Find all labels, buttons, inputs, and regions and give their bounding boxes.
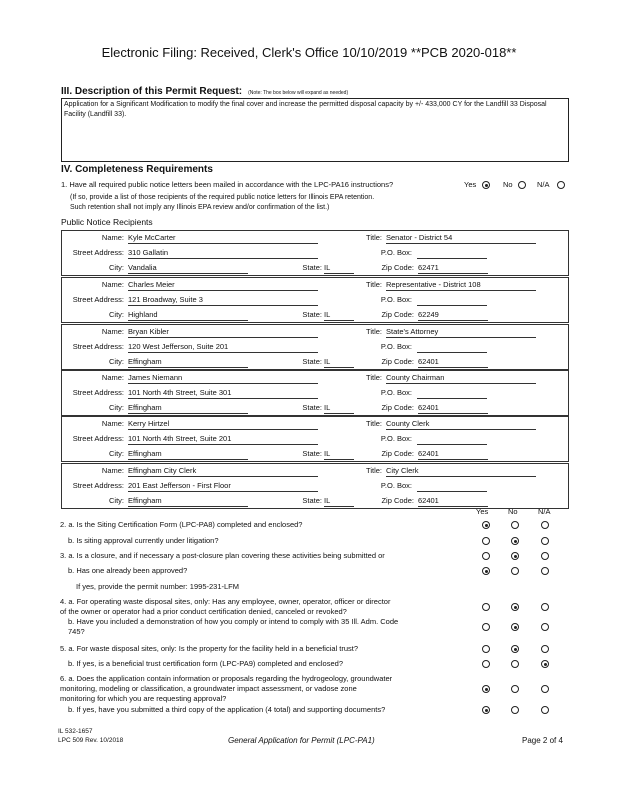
name-label: Name: [101,419,124,428]
col-no: No [508,507,518,516]
answer-yes-radio[interactable] [482,623,490,631]
recipients-title: Public Notice Recipients [61,217,153,227]
question-text: 2. a. Is the Siting Certification Form (LPC-PA8) completed and enclosed? [60,520,303,529]
section-iii-note: (Note: The box below will expand as needed) [248,90,349,96]
city-label: City: [109,310,124,319]
zip-label: Zip Code: [381,403,414,412]
zip-field[interactable]: 62401 [418,403,488,414]
street-field[interactable]: 101 North 4th Street, Suite 201 [128,434,318,445]
name-field[interactable]: Bryan Kibler [128,327,318,338]
page-number: Page 2 of 4 [522,736,563,745]
state-label: State: [302,403,322,412]
answer-yes-radio[interactable] [482,521,490,529]
pobox-label: P.O. Box: [380,434,412,443]
col-na: N/A [538,507,551,516]
name-label: Name: [101,233,124,242]
recipient-block [61,230,569,276]
question-text: b. If yes, have you submitted a third copy of the application (4 total) and supporting documents? [68,705,386,714]
answer-na-radio[interactable] [541,645,549,653]
answer-yes-radio[interactable] [482,645,490,653]
name-field[interactable]: Kyle McCarter [128,233,318,244]
recipient-block [61,277,569,323]
title-field[interactable]: Representative - District 108 [386,280,536,291]
form-code: IL 532-1657 [58,728,93,735]
q1-no-radio[interactable] [518,181,526,189]
question-text: 4. a. For operating waste disposal sites, only: Has any employee, owner, operator, officer or director [60,597,391,606]
answer-no-radio[interactable] [511,623,519,631]
street-label: Street Address: [72,342,124,351]
state-label: State: [302,310,322,319]
pobox-label: P.O. Box: [380,342,412,351]
recipient-block [61,416,569,462]
recipient-block [61,324,569,370]
title-label: Title: [366,327,382,336]
street-label: Street Address: [72,295,124,304]
name-field[interactable]: Kerry Hirtzel [128,419,318,430]
title-label: Title: [366,466,382,475]
street-label: Street Address: [72,481,124,490]
title-field[interactable]: City Clerk [386,466,536,477]
city-field[interactable]: Effingham [128,449,248,460]
state-field[interactable]: IL [324,310,354,321]
answer-yes-radio[interactable] [482,567,490,575]
answer-no-radio[interactable] [511,603,519,611]
q1-yes-radio[interactable] [482,181,490,189]
city-label: City: [109,263,124,272]
col-yes: Yes [476,507,489,516]
name-field[interactable]: Charles Meier [128,280,318,291]
answer-na-radio[interactable] [541,660,549,668]
name-label: Name: [101,327,124,336]
pobox-field[interactable] [417,295,487,306]
answer-no-radio[interactable] [511,660,519,668]
q1-option-na-label: N/A [537,180,550,189]
zip-label: Zip Code: [381,357,414,366]
street-field[interactable]: 201 East Jefferson - First Floor [128,481,318,492]
pobox-field[interactable] [417,342,487,353]
zip-field[interactable]: 62249 [418,310,488,321]
title-field[interactable]: County Chairman [386,373,536,384]
street-field[interactable]: 120 West Jefferson, Suite 201 [128,342,318,353]
title-field[interactable]: County Clerk [386,419,536,430]
city-field[interactable]: Effingham [128,357,248,368]
state-label: State: [302,357,322,366]
title-field[interactable]: State's Attorney [386,327,536,338]
city-label: City: [109,403,124,412]
city-field[interactable]: Effingham [128,403,248,414]
state-field[interactable]: IL [324,496,354,507]
answer-yes-radio[interactable] [482,552,490,560]
state-field[interactable]: IL [324,449,354,460]
city-label: City: [109,449,124,458]
name-field[interactable]: James Niemann [128,373,318,384]
title-label: Title: [366,280,382,289]
q1-option-no-label: No [503,180,513,189]
answer-yes-radio[interactable] [482,603,490,611]
pobox-label: P.O. Box: [380,295,412,304]
city-label: City: [109,357,124,366]
street-label: Street Address: [72,434,124,443]
question-text-cont: monitoring, modeling or classification, a groundwater impact assessment, or vadose zone [60,684,357,693]
answer-no-radio[interactable] [511,552,519,560]
question-text: b. If yes, is a beneficial trust certification form (LPC-PA9) completed and enclosed? [68,659,343,668]
city-field[interactable]: Vandalia [128,263,248,274]
answer-yes-radio[interactable] [482,685,490,693]
answer-yes-radio[interactable] [482,660,490,668]
zip-field[interactable]: 62401 [418,496,488,507]
pobox-label: P.O. Box: [380,248,412,257]
zip-label: Zip Code: [381,496,414,505]
section-iv-title: IV. Completeness Requirements [61,164,213,175]
state-label: State: [302,449,322,458]
q1-option-yes-label: Yes [464,180,477,189]
question-text-cont: 745? [68,627,85,636]
state-field[interactable]: IL [324,263,354,274]
pobox-field[interactable] [417,434,487,445]
question-text: b. Have you included a demonstration of how you comply or intend to comply with 35 Ill. Adm. Code [68,617,399,626]
filing-stamp-header: Electronic Filing: Received, Clerk's Office 10/10/2019 **PCB 2020-018** [101,45,517,60]
zip-label: Zip Code: [381,449,414,458]
answer-no-radio[interactable] [511,521,519,529]
answer-yes-radio[interactable] [482,537,490,545]
name-label: Name: [101,280,124,289]
q1-note-line2: Such retention shall not imply any Illinois EPA review and/or confirmation of the list.) [70,204,330,211]
description-text: Application for a Significant Modification to modify the final cover and increase the permitted disposal capacity by +/- 433,000 CY for the Landfill 33 Disposal Facility (Landfill 33). [64,101,547,118]
zip-field[interactable]: 62471 [418,263,488,274]
pobox-label: P.O. Box: [380,388,412,397]
description-box[interactable] [61,98,569,162]
question-text-cont: of the owner or operator had a prior conduct certification denied, canceled or revoked? [60,607,347,616]
title-field[interactable]: Senator - District 54 [386,233,536,244]
zip-field[interactable]: 62401 [418,357,488,368]
pobox-field[interactable] [417,388,487,399]
section-iii-title: III. Description of this Permit Request: [61,86,243,97]
recipient-block [61,370,569,416]
question-text: If yes, provide the permit number: 1995-231-LFM [76,582,239,591]
answer-no-radio[interactable] [511,706,519,714]
answer-na-radio[interactable] [541,706,549,714]
answer-no-radio[interactable] [511,645,519,653]
q1-note-line1: (If so, provide a list of those recipients of the required public notice letters for Illinois EPA retention. [70,194,375,201]
answer-na-radio[interactable] [541,567,549,575]
name-label: Name: [101,373,124,382]
footer-form-title: General Application for Permit (LPC-PA1) [228,736,375,745]
answer-na-radio[interactable] [541,603,549,611]
street-field[interactable]: 310 Gallatin [128,248,318,259]
recipient-block [61,463,569,509]
question-text: 6. a. Does the application contain information or proposals regarding the hydrogeology, groundwater [60,674,393,683]
answer-no-radio[interactable] [511,537,519,545]
city-field[interactable]: Highland [128,310,248,321]
answer-na-radio[interactable] [541,521,549,529]
state-field[interactable]: IL [324,357,354,368]
city-field[interactable]: Effingham [128,496,248,507]
street-label: Street Address: [72,388,124,397]
question-1-text: 1. Have all required public notice letters been mailed in accordance with the LPC-PA16 instructions? [61,180,394,189]
street-field[interactable]: 121 Broadway, Suite 3 [128,295,318,306]
name-label: Name: [101,466,124,475]
section-iii-heading [61,86,348,97]
answer-na-radio[interactable] [541,685,549,693]
pobox-field[interactable] [417,481,487,492]
zip-label: Zip Code: [381,310,414,319]
answer-na-radio[interactable] [541,537,549,545]
question-text-cont2: monitoring for which you are requesting approval? [60,694,227,703]
answer-no-radio[interactable] [511,567,519,575]
question-text: b. Has one already been approved? [68,566,188,575]
title-label: Title: [366,419,382,428]
form-revision: LPC 509 Rev. 10/2018 [58,737,124,744]
zip-field[interactable]: 62401 [418,449,488,460]
pobox-field[interactable] [417,248,487,259]
zip-label: Zip Code: [381,263,414,272]
street-field[interactable]: 101 North 4th Street, Suite 301 [128,388,318,399]
answer-na-radio[interactable] [541,552,549,560]
city-label: City: [109,496,124,505]
state-label: State: [302,496,322,505]
answer-na-radio[interactable] [541,623,549,631]
state-field[interactable]: IL [324,403,354,414]
title-label: Title: [366,233,382,242]
state-label: State: [302,263,322,272]
pobox-label: P.O. Box: [380,481,412,490]
question-text: b. Is siting approval currently under litigation? [68,536,219,545]
answer-yes-radio[interactable] [482,706,490,714]
question-text: 5. a. For waste disposal sites, only: Is the property for the facility held in a beneficial trust? [60,644,359,653]
answer-no-radio[interactable] [511,685,519,693]
street-label: Street Address: [72,248,124,257]
name-field[interactable]: Effingham City Clerk [128,466,318,477]
title-label: Title: [366,373,382,382]
question-text: 3. a. Is a closure, and if necessary a post-closure plan covering these activities being submitted or [60,551,385,560]
q1-na-radio[interactable] [557,181,565,189]
